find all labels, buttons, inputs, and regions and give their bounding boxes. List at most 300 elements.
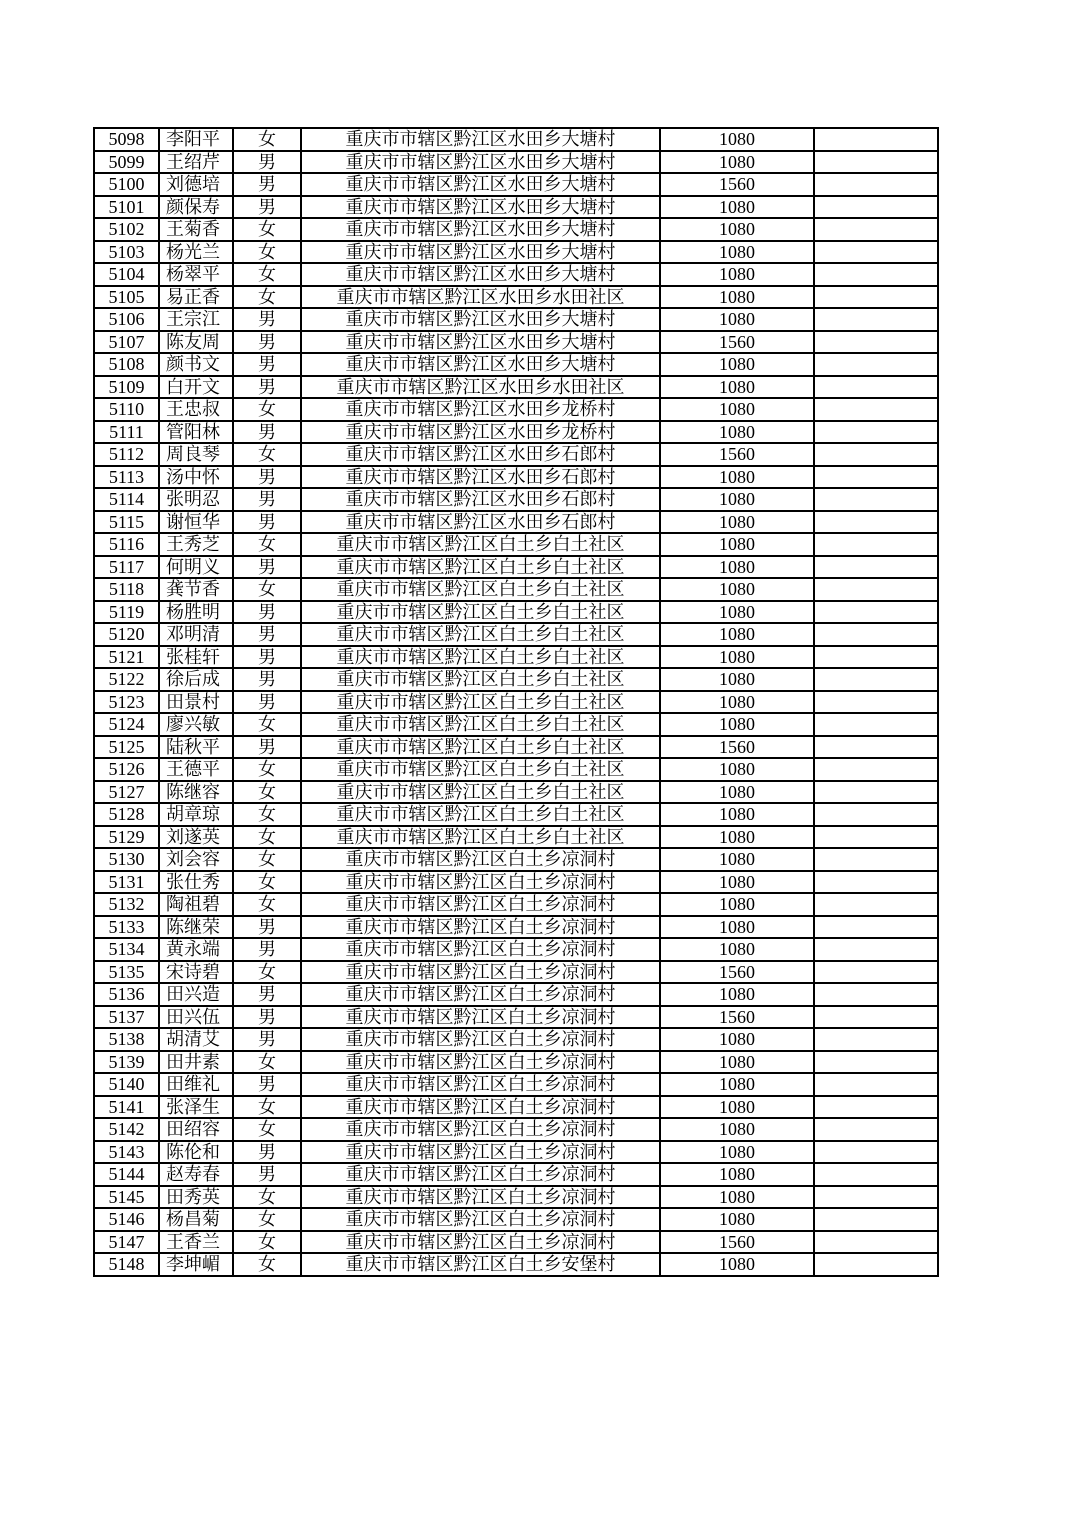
cell-empty xyxy=(814,781,938,804)
cell-id: 5109 xyxy=(94,376,159,399)
cell-name: 陈伦和 xyxy=(159,1141,233,1164)
cell-empty xyxy=(814,623,938,646)
cell-id: 5128 xyxy=(94,803,159,826)
cell-gender: 女 xyxy=(233,713,301,736)
cell-name: 陶祖碧 xyxy=(159,893,233,916)
cell-address: 重庆市市辖区黔江区水田乡大塘村 xyxy=(301,196,660,219)
cell-address: 重庆市市辖区黔江区水田乡水田社区 xyxy=(301,376,660,399)
cell-address: 重庆市市辖区黔江区白土乡白土社区 xyxy=(301,713,660,736)
cell-address: 重庆市市辖区黔江区水田乡大塘村 xyxy=(301,331,660,354)
cell-gender: 男 xyxy=(233,1163,301,1186)
cell-name: 田兴伍 xyxy=(159,1006,233,1029)
cell-amount: 1080 xyxy=(660,151,814,174)
cell-empty xyxy=(814,1051,938,1074)
cell-empty xyxy=(814,151,938,174)
cell-id: 5100 xyxy=(94,173,159,196)
cell-id: 5130 xyxy=(94,848,159,871)
cell-gender: 男 xyxy=(233,331,301,354)
cell-address: 重庆市市辖区黔江区白土乡安堡村 xyxy=(301,1253,660,1276)
cell-empty xyxy=(814,241,938,264)
cell-empty xyxy=(814,1141,938,1164)
table-row xyxy=(94,533,938,556)
cell-id: 5147 xyxy=(94,1231,159,1254)
cell-amount: 1080 xyxy=(660,848,814,871)
cell-name: 易正香 xyxy=(159,286,233,309)
cell-empty xyxy=(814,308,938,331)
cell-amount: 1080 xyxy=(660,488,814,511)
cell-address: 重庆市市辖区黔江区白土乡凉洞村 xyxy=(301,1028,660,1051)
cell-address: 重庆市市辖区黔江区水田乡大塘村 xyxy=(301,241,660,264)
cell-name: 颜书文 xyxy=(159,353,233,376)
cell-gender: 女 xyxy=(233,128,301,151)
cell-amount: 1560 xyxy=(660,961,814,984)
cell-empty xyxy=(814,421,938,444)
table-row xyxy=(94,961,938,984)
table-row xyxy=(94,578,938,601)
table-row xyxy=(94,646,938,669)
cell-address: 重庆市市辖区黔江区白土乡凉洞村 xyxy=(301,1208,660,1231)
cell-name: 陈继荣 xyxy=(159,916,233,939)
cell-amount: 1080 xyxy=(660,803,814,826)
table-row xyxy=(94,1163,938,1186)
cell-empty xyxy=(814,803,938,826)
cell-id: 5120 xyxy=(94,623,159,646)
cell-empty xyxy=(814,893,938,916)
cell-id: 5125 xyxy=(94,736,159,759)
cell-address: 重庆市市辖区黔江区白土乡凉洞村 xyxy=(301,1163,660,1186)
cell-amount: 1080 xyxy=(660,691,814,714)
cell-gender: 女 xyxy=(233,218,301,241)
cell-id: 5129 xyxy=(94,826,159,849)
cell-id: 5148 xyxy=(94,1253,159,1276)
cell-gender: 男 xyxy=(233,1073,301,1096)
cell-name: 龚节香 xyxy=(159,578,233,601)
cell-name: 白开文 xyxy=(159,376,233,399)
cell-address: 重庆市市辖区黔江区白土乡白土社区 xyxy=(301,623,660,646)
cell-name: 田维礼 xyxy=(159,1073,233,1096)
cell-name: 邓明清 xyxy=(159,623,233,646)
cell-amount: 1080 xyxy=(660,871,814,894)
cell-gender: 女 xyxy=(233,1186,301,1209)
cell-gender: 女 xyxy=(233,781,301,804)
cell-amount: 1080 xyxy=(660,241,814,264)
cell-address: 重庆市市辖区黔江区白土乡白土社区 xyxy=(301,533,660,556)
cell-empty xyxy=(814,1073,938,1096)
cell-name: 宋诗碧 xyxy=(159,961,233,984)
table-row xyxy=(94,241,938,264)
table-row xyxy=(94,466,938,489)
cell-id: 5108 xyxy=(94,353,159,376)
table-row xyxy=(94,218,938,241)
cell-address: 重庆市市辖区黔江区白土乡白土社区 xyxy=(301,668,660,691)
table-row xyxy=(94,758,938,781)
cell-address: 重庆市市辖区黔江区白土乡凉洞村 xyxy=(301,1096,660,1119)
cell-amount: 1560 xyxy=(660,173,814,196)
cell-id: 5124 xyxy=(94,713,159,736)
cell-gender: 女 xyxy=(233,398,301,421)
cell-id: 5142 xyxy=(94,1118,159,1141)
cell-name: 张仕秀 xyxy=(159,871,233,894)
cell-empty xyxy=(814,1028,938,1051)
cell-gender: 男 xyxy=(233,983,301,1006)
table-row xyxy=(94,916,938,939)
table-row xyxy=(94,871,938,894)
table-row xyxy=(94,1141,938,1164)
cell-address: 重庆市市辖区黔江区白土乡凉洞村 xyxy=(301,871,660,894)
cell-empty xyxy=(814,983,938,1006)
cell-amount: 1080 xyxy=(660,398,814,421)
cell-name: 徐后成 xyxy=(159,668,233,691)
cell-name: 王忠叔 xyxy=(159,398,233,421)
table-row xyxy=(94,893,938,916)
table-row xyxy=(94,1118,938,1141)
cell-amount: 1080 xyxy=(660,263,814,286)
cell-amount: 1080 xyxy=(660,466,814,489)
cell-amount: 1560 xyxy=(660,1006,814,1029)
table-row xyxy=(94,713,938,736)
table-row xyxy=(94,1208,938,1231)
cell-name: 王德平 xyxy=(159,758,233,781)
cell-name: 谢恒华 xyxy=(159,511,233,534)
cell-amount: 1080 xyxy=(660,128,814,151)
cell-address: 重庆市市辖区黔江区白土乡白土社区 xyxy=(301,736,660,759)
cell-name: 管阳林 xyxy=(159,421,233,444)
cell-amount: 1080 xyxy=(660,533,814,556)
cell-name: 杨翠平 xyxy=(159,263,233,286)
cell-empty xyxy=(814,691,938,714)
cell-id: 5116 xyxy=(94,533,159,556)
cell-id: 5105 xyxy=(94,286,159,309)
cell-name: 周良琴 xyxy=(159,443,233,466)
records-table xyxy=(93,127,939,1277)
cell-address: 重庆市市辖区黔江区白土乡凉洞村 xyxy=(301,1118,660,1141)
cell-gender: 男 xyxy=(233,623,301,646)
cell-amount: 1080 xyxy=(660,1096,814,1119)
cell-empty xyxy=(814,961,938,984)
cell-gender: 女 xyxy=(233,286,301,309)
cell-amount: 1080 xyxy=(660,668,814,691)
cell-address: 重庆市市辖区黔江区白土乡凉洞村 xyxy=(301,916,660,939)
cell-gender: 女 xyxy=(233,533,301,556)
cell-amount: 1080 xyxy=(660,376,814,399)
cell-address: 重庆市市辖区黔江区水田乡大塘村 xyxy=(301,151,660,174)
cell-empty xyxy=(814,938,938,961)
cell-empty xyxy=(814,713,938,736)
cell-gender: 男 xyxy=(233,421,301,444)
cell-name: 颜保寿 xyxy=(159,196,233,219)
cell-address: 重庆市市辖区黔江区水田乡石郎村 xyxy=(301,511,660,534)
cell-id: 5098 xyxy=(94,128,159,151)
cell-address: 重庆市市辖区黔江区水田乡大塘村 xyxy=(301,218,660,241)
cell-name: 胡章琼 xyxy=(159,803,233,826)
cell-empty xyxy=(814,916,938,939)
cell-amount: 1080 xyxy=(660,1163,814,1186)
table-row xyxy=(94,623,938,646)
cell-id: 5126 xyxy=(94,758,159,781)
cell-id: 5099 xyxy=(94,151,159,174)
cell-empty xyxy=(814,263,938,286)
cell-amount: 1080 xyxy=(660,556,814,579)
cell-id: 5122 xyxy=(94,668,159,691)
cell-name: 李阳平 xyxy=(159,128,233,151)
cell-id: 5145 xyxy=(94,1186,159,1209)
cell-amount: 1080 xyxy=(660,1051,814,1074)
cell-name: 田秀英 xyxy=(159,1186,233,1209)
cell-amount: 1080 xyxy=(660,1141,814,1164)
table-row xyxy=(94,736,938,759)
cell-gender: 女 xyxy=(233,758,301,781)
cell-name: 杨昌菊 xyxy=(159,1208,233,1231)
cell-address: 重庆市市辖区黔江区白土乡凉洞村 xyxy=(301,1186,660,1209)
cell-name: 杨胜明 xyxy=(159,601,233,624)
cell-id: 5140 xyxy=(94,1073,159,1096)
cell-name: 田景村 xyxy=(159,691,233,714)
table-row xyxy=(94,151,938,174)
table-row xyxy=(94,1096,938,1119)
cell-gender: 男 xyxy=(233,353,301,376)
cell-address: 重庆市市辖区黔江区白土乡凉洞村 xyxy=(301,1006,660,1029)
cell-address: 重庆市市辖区黔江区白土乡白土社区 xyxy=(301,691,660,714)
cell-gender: 男 xyxy=(233,173,301,196)
cell-address: 重庆市市辖区黔江区白土乡凉洞村 xyxy=(301,983,660,1006)
cell-gender: 男 xyxy=(233,1141,301,1164)
cell-empty xyxy=(814,758,938,781)
table-row xyxy=(94,308,938,331)
cell-gender: 女 xyxy=(233,1118,301,1141)
cell-gender: 男 xyxy=(233,151,301,174)
table-row xyxy=(94,668,938,691)
table-row xyxy=(94,938,938,961)
cell-id: 5146 xyxy=(94,1208,159,1231)
cell-name: 张泽生 xyxy=(159,1096,233,1119)
cell-empty xyxy=(814,196,938,219)
table-row xyxy=(94,1231,938,1254)
cell-empty xyxy=(814,1231,938,1254)
cell-id: 5115 xyxy=(94,511,159,534)
cell-empty xyxy=(814,736,938,759)
table-row xyxy=(94,1073,938,1096)
cell-name: 胡清艾 xyxy=(159,1028,233,1051)
cell-id: 5117 xyxy=(94,556,159,579)
cell-gender: 男 xyxy=(233,511,301,534)
cell-id: 5123 xyxy=(94,691,159,714)
cell-gender: 女 xyxy=(233,803,301,826)
cell-name: 陈继容 xyxy=(159,781,233,804)
cell-amount: 1080 xyxy=(660,1118,814,1141)
cell-empty xyxy=(814,556,938,579)
table-row xyxy=(94,286,938,309)
cell-amount: 1560 xyxy=(660,443,814,466)
table-row xyxy=(94,601,938,624)
cell-address: 重庆市市辖区黔江区白土乡白土社区 xyxy=(301,803,660,826)
cell-empty xyxy=(814,511,938,534)
cell-gender: 男 xyxy=(233,938,301,961)
cell-address: 重庆市市辖区黔江区水田乡石郎村 xyxy=(301,466,660,489)
cell-name: 刘德培 xyxy=(159,173,233,196)
cell-empty xyxy=(814,1118,938,1141)
cell-address: 重庆市市辖区黔江区白土乡白土社区 xyxy=(301,646,660,669)
cell-empty xyxy=(814,826,938,849)
cell-name: 刘会容 xyxy=(159,848,233,871)
cell-id: 5133 xyxy=(94,916,159,939)
cell-gender: 男 xyxy=(233,308,301,331)
cell-address: 重庆市市辖区黔江区白土乡白土社区 xyxy=(301,578,660,601)
table-row xyxy=(94,848,938,871)
cell-empty xyxy=(814,331,938,354)
cell-gender: 女 xyxy=(233,826,301,849)
cell-id: 5114 xyxy=(94,488,159,511)
cell-empty xyxy=(814,286,938,309)
cell-id: 5111 xyxy=(94,421,159,444)
table-row xyxy=(94,443,938,466)
cell-gender: 女 xyxy=(233,578,301,601)
cell-address: 重庆市市辖区黔江区白土乡白土社区 xyxy=(301,556,660,579)
cell-name: 李坤嵋 xyxy=(159,1253,233,1276)
table-row xyxy=(94,556,938,579)
table-row xyxy=(94,376,938,399)
cell-amount: 1080 xyxy=(660,938,814,961)
cell-gender: 女 xyxy=(233,961,301,984)
cell-amount: 1080 xyxy=(660,893,814,916)
table-row xyxy=(94,196,938,219)
cell-amount: 1560 xyxy=(660,331,814,354)
cell-amount: 1080 xyxy=(660,623,814,646)
cell-address: 重庆市市辖区黔江区白土乡凉洞村 xyxy=(301,1141,660,1164)
table-row xyxy=(94,353,938,376)
cell-address: 重庆市市辖区黔江区水田乡龙桥村 xyxy=(301,421,660,444)
cell-gender: 男 xyxy=(233,646,301,669)
table-row xyxy=(94,1051,938,1074)
table-row xyxy=(94,128,938,151)
cell-gender: 女 xyxy=(233,893,301,916)
cell-amount: 1080 xyxy=(660,601,814,624)
cell-address: 重庆市市辖区黔江区白土乡凉洞村 xyxy=(301,938,660,961)
cell-address: 重庆市市辖区黔江区白土乡白土社区 xyxy=(301,781,660,804)
cell-empty xyxy=(814,1096,938,1119)
cell-gender: 女 xyxy=(233,443,301,466)
cell-empty xyxy=(814,871,938,894)
cell-amount: 1080 xyxy=(660,758,814,781)
cell-id: 5118 xyxy=(94,578,159,601)
cell-id: 5101 xyxy=(94,196,159,219)
table-row xyxy=(94,1006,938,1029)
cell-name: 王宗江 xyxy=(159,308,233,331)
cell-address: 重庆市市辖区黔江区水田乡大塘村 xyxy=(301,128,660,151)
cell-address: 重庆市市辖区黔江区白土乡凉洞村 xyxy=(301,1051,660,1074)
cell-address: 重庆市市辖区黔江区白土乡凉洞村 xyxy=(301,893,660,916)
cell-name: 田井素 xyxy=(159,1051,233,1074)
cell-amount: 1080 xyxy=(660,578,814,601)
cell-name: 王菊香 xyxy=(159,218,233,241)
cell-name: 杨光兰 xyxy=(159,241,233,264)
cell-name: 黄永端 xyxy=(159,938,233,961)
cell-name: 张桂轩 xyxy=(159,646,233,669)
cell-empty xyxy=(814,466,938,489)
table-row xyxy=(94,803,938,826)
cell-empty xyxy=(814,601,938,624)
cell-address: 重庆市市辖区黔江区白土乡凉洞村 xyxy=(301,961,660,984)
cell-gender: 女 xyxy=(233,1096,301,1119)
cell-empty xyxy=(814,173,938,196)
cell-amount: 1080 xyxy=(660,421,814,444)
cell-name: 陈友周 xyxy=(159,331,233,354)
cell-amount: 1080 xyxy=(660,511,814,534)
cell-empty xyxy=(814,1208,938,1231)
cell-amount: 1080 xyxy=(660,1186,814,1209)
cell-amount: 1080 xyxy=(660,218,814,241)
cell-empty xyxy=(814,443,938,466)
cell-empty xyxy=(814,668,938,691)
cell-gender: 女 xyxy=(233,871,301,894)
cell-address: 重庆市市辖区黔江区水田乡大塘村 xyxy=(301,173,660,196)
cell-id: 5103 xyxy=(94,241,159,264)
cell-address: 重庆市市辖区黔江区白土乡凉洞村 xyxy=(301,1231,660,1254)
table-row xyxy=(94,398,938,421)
cell-gender: 男 xyxy=(233,556,301,579)
cell-empty xyxy=(814,646,938,669)
cell-amount: 1080 xyxy=(660,826,814,849)
table-row xyxy=(94,826,938,849)
cell-gender: 男 xyxy=(233,376,301,399)
cell-amount: 1080 xyxy=(660,1073,814,1096)
cell-gender: 女 xyxy=(233,241,301,264)
cell-gender: 女 xyxy=(233,1208,301,1231)
cell-id: 5139 xyxy=(94,1051,159,1074)
cell-gender: 男 xyxy=(233,1006,301,1029)
cell-name: 田绍容 xyxy=(159,1118,233,1141)
cell-id: 5131 xyxy=(94,871,159,894)
cell-amount: 1080 xyxy=(660,1028,814,1051)
cell-gender: 女 xyxy=(233,263,301,286)
cell-amount: 1080 xyxy=(660,308,814,331)
cell-amount: 1080 xyxy=(660,353,814,376)
cell-id: 5104 xyxy=(94,263,159,286)
cell-amount: 1560 xyxy=(660,1231,814,1254)
cell-gender: 男 xyxy=(233,668,301,691)
cell-address: 重庆市市辖区黔江区水田乡大塘村 xyxy=(301,308,660,331)
table-row xyxy=(94,1253,938,1276)
cell-amount: 1080 xyxy=(660,1253,814,1276)
cell-id: 5141 xyxy=(94,1096,159,1119)
cell-empty xyxy=(814,488,938,511)
cell-amount: 1080 xyxy=(660,1208,814,1231)
table-row xyxy=(94,691,938,714)
cell-name: 何明义 xyxy=(159,556,233,579)
cell-empty xyxy=(814,848,938,871)
cell-id: 5132 xyxy=(94,893,159,916)
cell-name: 王香兰 xyxy=(159,1231,233,1254)
cell-gender: 男 xyxy=(233,196,301,219)
cell-name: 王秀芝 xyxy=(159,533,233,556)
cell-name: 王绍芹 xyxy=(159,151,233,174)
records-table-body xyxy=(94,128,938,1276)
cell-id: 5138 xyxy=(94,1028,159,1051)
cell-name: 赵寿春 xyxy=(159,1163,233,1186)
cell-amount: 1080 xyxy=(660,646,814,669)
cell-empty xyxy=(814,218,938,241)
cell-gender: 男 xyxy=(233,691,301,714)
table-row xyxy=(94,488,938,511)
cell-name: 田兴造 xyxy=(159,983,233,1006)
cell-address: 重庆市市辖区黔江区白土乡白土社区 xyxy=(301,758,660,781)
cell-id: 5137 xyxy=(94,1006,159,1029)
cell-amount: 1080 xyxy=(660,713,814,736)
cell-empty xyxy=(814,1163,938,1186)
table-row xyxy=(94,1186,938,1209)
cell-amount: 1560 xyxy=(660,736,814,759)
cell-id: 5112 xyxy=(94,443,159,466)
cell-name: 廖兴敏 xyxy=(159,713,233,736)
